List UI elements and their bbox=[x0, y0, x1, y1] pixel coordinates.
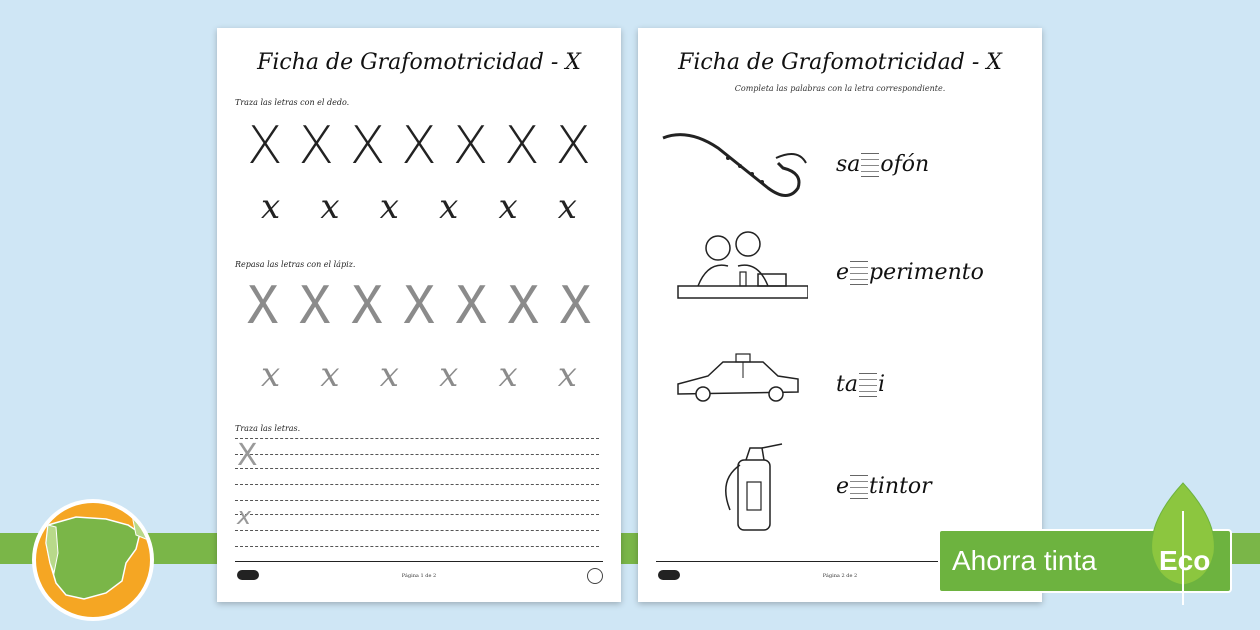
word-prefix: e bbox=[836, 260, 850, 285]
word-experimento bbox=[836, 260, 984, 285]
page-number: Página 1 de 2 bbox=[401, 573, 437, 579]
letter-glyph: X bbox=[401, 116, 437, 176]
dotted-letter-glyph: X bbox=[455, 276, 487, 336]
dotted-letter-glyph: x bbox=[557, 355, 577, 395]
dotted-letter-glyph: x bbox=[261, 355, 281, 395]
word-prefix: ta bbox=[836, 372, 858, 397]
letter-glyph: x bbox=[557, 187, 577, 227]
page-title: Ficha de Grafomotricidad - X bbox=[257, 50, 581, 75]
section-label-trace: Traza las letras. bbox=[235, 424, 301, 433]
handwriting-lines bbox=[235, 438, 599, 558]
extinguisher-icon bbox=[658, 440, 808, 535]
leaf-icon bbox=[1148, 481, 1218, 606]
uppercase-row bbox=[247, 116, 591, 176]
word-prefix: sa bbox=[836, 152, 861, 177]
exercise-row bbox=[658, 440, 1022, 540]
letter-blank[interactable] bbox=[861, 153, 879, 177]
dotted-letter-glyph: X bbox=[351, 276, 383, 336]
dotted-letter-glyph: x bbox=[498, 355, 518, 395]
word-saxofon bbox=[836, 152, 929, 177]
page-footer bbox=[235, 561, 603, 588]
guide-line bbox=[235, 484, 599, 485]
letter-glyph: x bbox=[320, 187, 340, 227]
seal-icon bbox=[587, 568, 603, 584]
word-suffix: tintor bbox=[869, 474, 932, 499]
word-taxi bbox=[836, 372, 885, 397]
dotted-lowercase-row bbox=[261, 355, 577, 395]
letter-blank[interactable] bbox=[850, 475, 868, 499]
letter-glyph: X bbox=[503, 116, 540, 176]
letter-glyph: x bbox=[439, 187, 459, 227]
exercise-row bbox=[658, 118, 1022, 218]
dotted-letter-glyph: X bbox=[559, 276, 591, 336]
word-suffix: i bbox=[877, 372, 886, 397]
letter-glyph: X bbox=[349, 116, 386, 176]
guide-line bbox=[235, 546, 599, 547]
worksheet-page-2 bbox=[638, 28, 1042, 602]
saxophone-icon bbox=[658, 118, 808, 213]
trace-letter-upper: X bbox=[237, 438, 258, 473]
guide-line bbox=[235, 530, 599, 531]
spain-map-icon bbox=[36, 503, 150, 617]
dotted-uppercase-row bbox=[247, 276, 591, 336]
letter-glyph: X bbox=[247, 116, 283, 176]
word-prefix: e bbox=[836, 474, 850, 499]
letter-glyph: X bbox=[452, 116, 489, 176]
trace-letter-lower: x bbox=[237, 502, 252, 530]
guide-line bbox=[235, 500, 599, 501]
dotted-letter-glyph: X bbox=[299, 276, 331, 336]
exercise-row bbox=[658, 344, 1022, 444]
letter-glyph: x bbox=[261, 187, 281, 227]
dotted-letter-glyph: x bbox=[439, 355, 459, 395]
guide-line bbox=[235, 454, 599, 455]
guide-line bbox=[235, 514, 599, 515]
letter-glyph: X bbox=[298, 116, 335, 176]
guide-line bbox=[235, 438, 599, 439]
page-title: Ficha de Grafomotricidad - X bbox=[678, 50, 1002, 75]
dotted-letter-glyph: X bbox=[247, 276, 279, 336]
worksheet-page-1 bbox=[217, 28, 621, 602]
letter-blank[interactable] bbox=[859, 373, 877, 397]
taxi-icon bbox=[658, 344, 808, 439]
page-number: Página 2 de 2 bbox=[822, 573, 858, 579]
letter-blank[interactable] bbox=[850, 261, 868, 285]
dotted-letter-glyph: X bbox=[403, 276, 435, 336]
letter-glyph: x bbox=[379, 187, 399, 227]
dotted-letter-glyph: x bbox=[379, 355, 399, 395]
word-extintor bbox=[836, 474, 932, 499]
dotted-letter-glyph: x bbox=[320, 355, 340, 395]
dotted-letter-glyph: X bbox=[507, 276, 539, 336]
section-label-finger: Traza las letras con el dedo. bbox=[235, 98, 350, 107]
lowercase-row bbox=[261, 187, 577, 227]
word-suffix: perimento bbox=[869, 260, 984, 285]
eco-leaf-text: Eco bbox=[1159, 545, 1211, 576]
letter-glyph: x bbox=[498, 187, 518, 227]
spain-map-badge bbox=[32, 499, 154, 621]
section-label-pencil: Repasa las letras con el lápiz. bbox=[235, 260, 356, 269]
eco-badge-text: Ahorra tinta bbox=[952, 545, 1097, 576]
instructions: Completa las palabras con la letra correspondiente. bbox=[734, 84, 946, 93]
exercise-row bbox=[658, 226, 1022, 326]
letter-glyph: X bbox=[555, 116, 591, 176]
experiment-icon bbox=[658, 226, 808, 321]
word-suffix: ofón bbox=[880, 152, 930, 177]
guide-line bbox=[235, 468, 599, 469]
